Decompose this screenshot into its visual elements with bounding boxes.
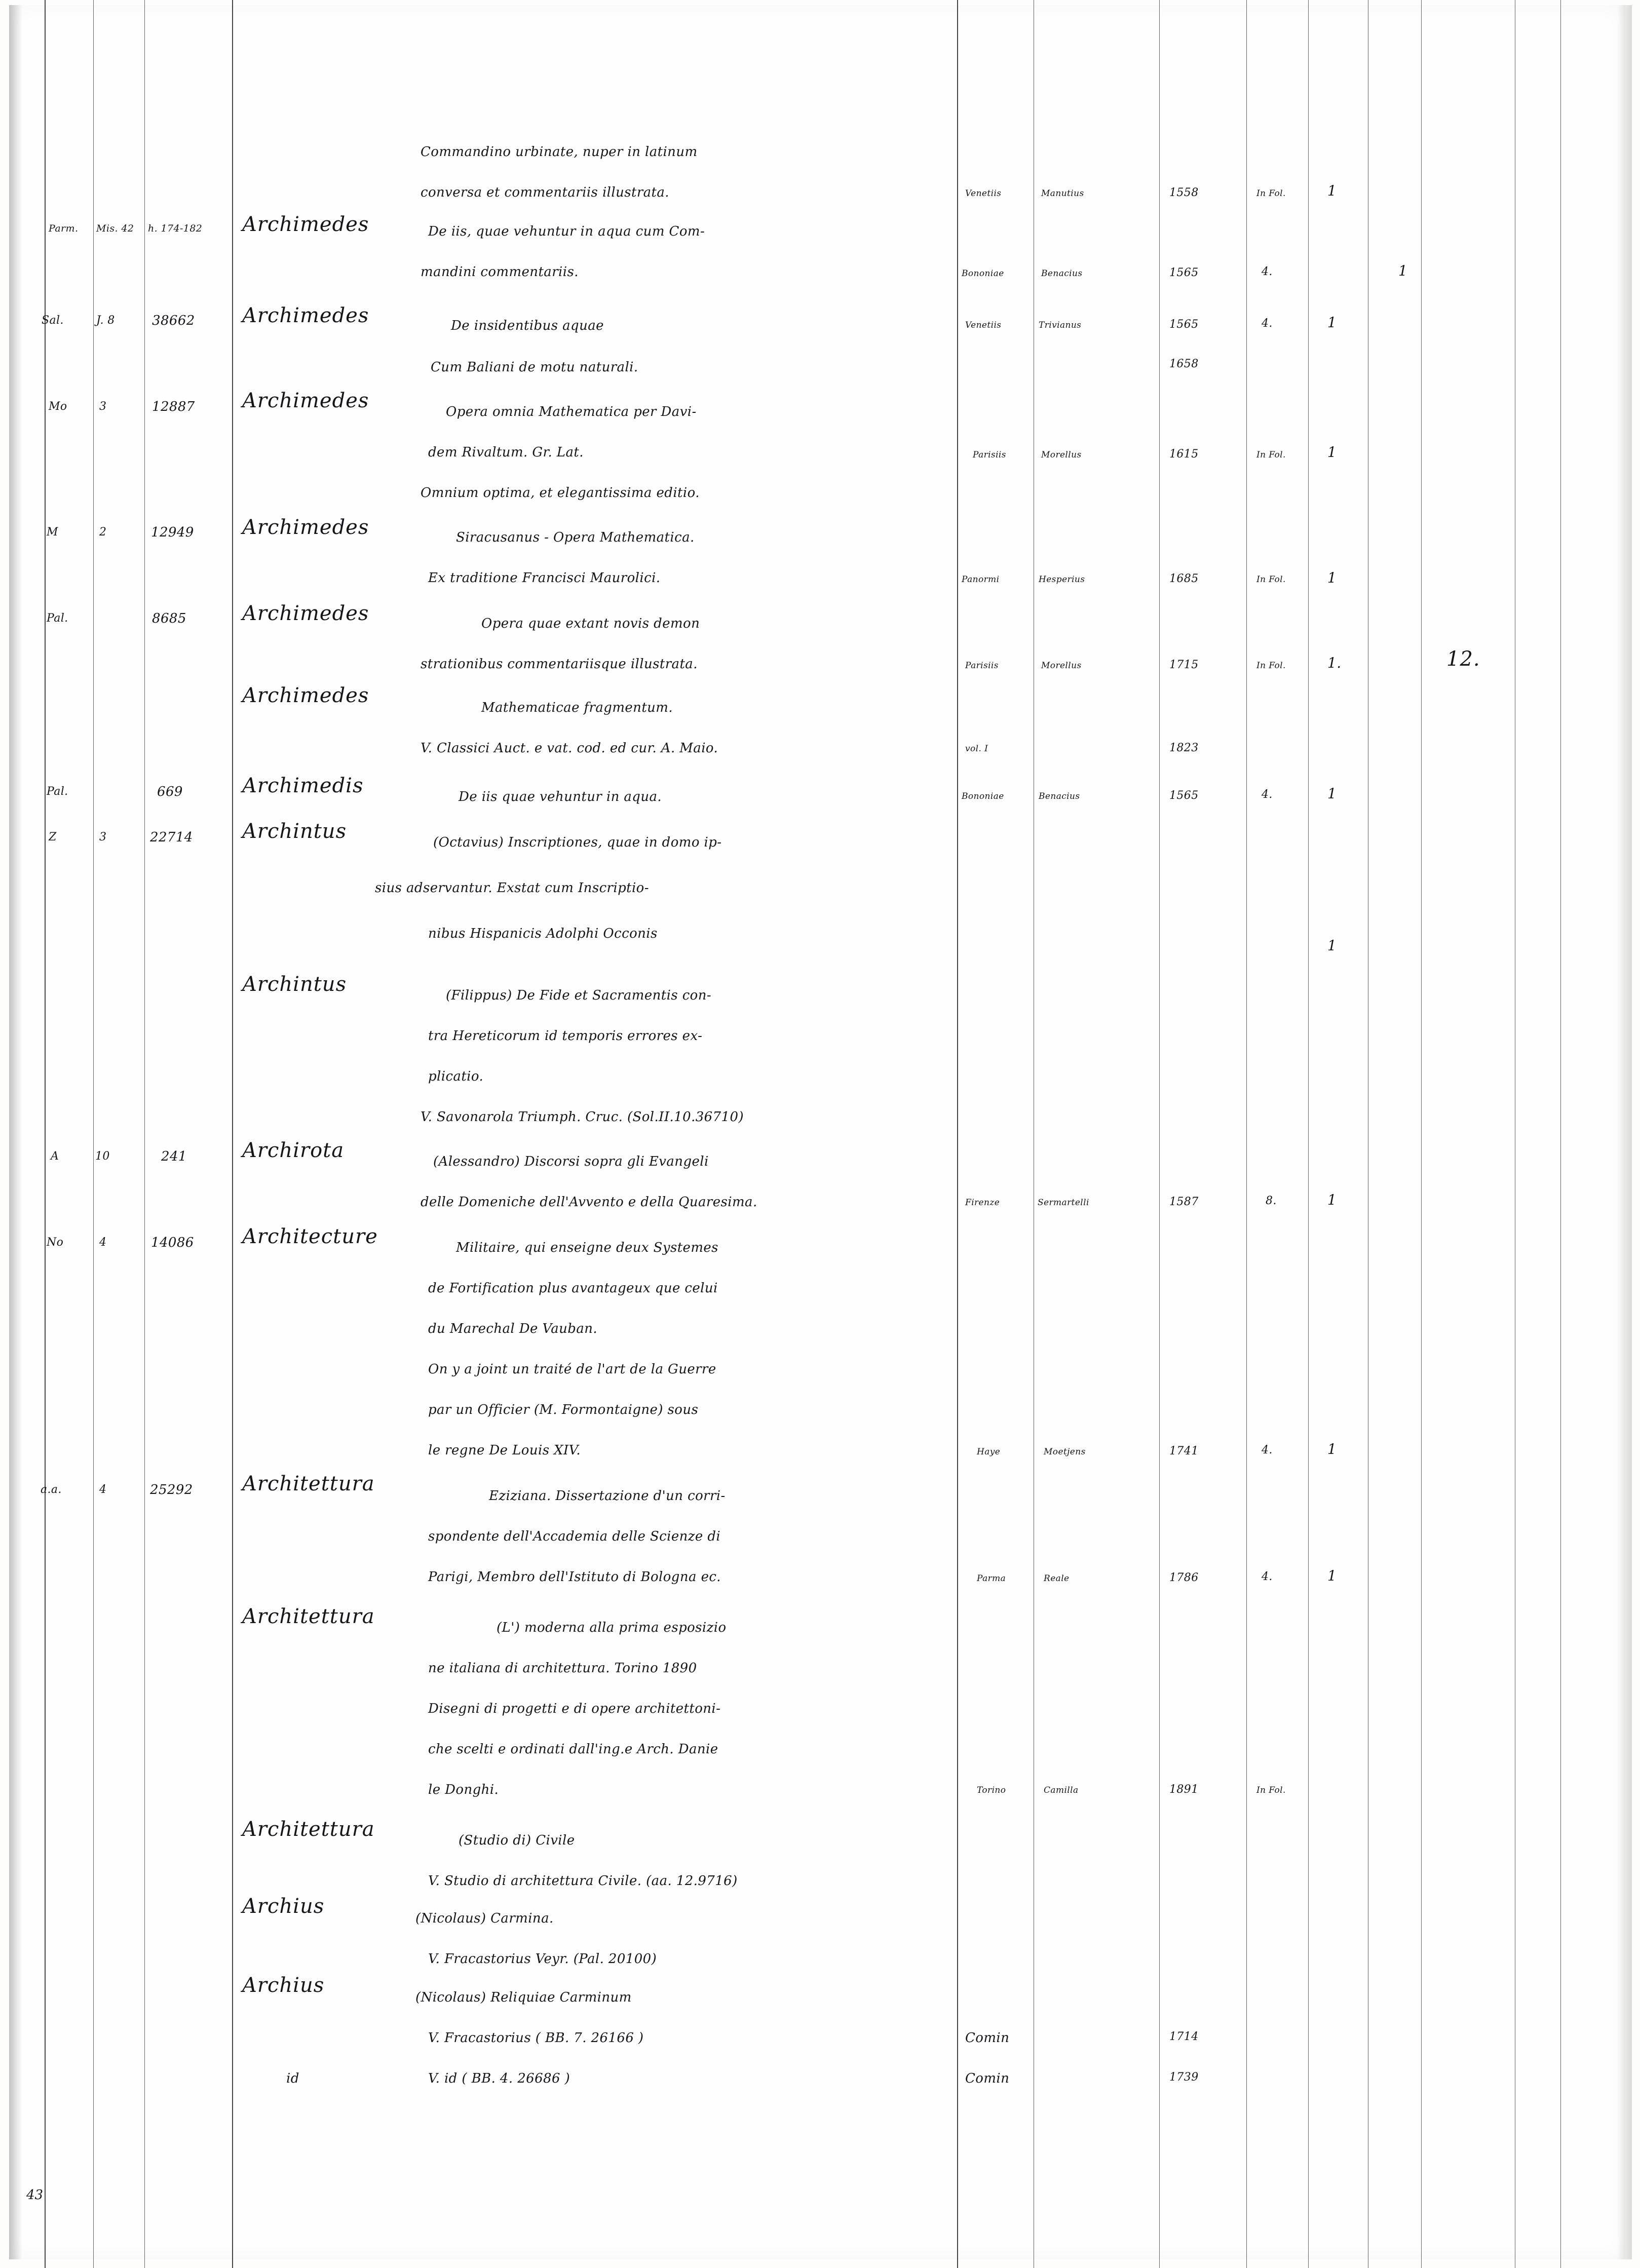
title-line: plicatio. [428,1069,484,1084]
column-rule-2 [93,0,94,2268]
volume-value: 4 [99,1236,107,1249]
copies-value: 1. [1327,655,1342,671]
title-line: V. Fracastorius Veyr. (Pal. 20100) [428,1951,657,1967]
copies-value: 1 [1327,182,1337,199]
year-value: 1739 [1169,2071,1199,2084]
title-line: De insidentibus aquae [451,318,604,333]
entry-continuation-line: conversa et commentariis illustrata. [421,185,669,200]
title-line: du Marechal De Vauban. [428,1321,598,1336]
year-value: 1823 [1169,742,1199,754]
year-value: 1786 [1169,1571,1199,1584]
printer-value: Moetjens [1044,1447,1086,1457]
printer-value: Morellus [1041,661,1082,671]
entry-continuation-line: Commandino urbinate, nuper in latinum [421,144,698,160]
year-value: 1565 [1169,318,1199,331]
inventory-value: 25292 [150,1482,193,1497]
title-line: V. Savonarola Triumph. Cruc. (Sol.II.10.36710) [421,1109,744,1125]
printer-value: Sermartelli [1038,1198,1089,1208]
headword: Archimedes [242,602,369,625]
copies-value: 1 [1327,1441,1337,1457]
title-line: ne italiana di architettura. Torino 1890 [428,1661,697,1676]
volume-value: 4 [99,1483,107,1496]
printer-value: Camilla [1044,1785,1079,1795]
printer-value: Reale [1044,1573,1070,1584]
year-value-2: 1565 [1169,266,1199,279]
title-line: (L') moderna alla prima esposizio [497,1620,727,1635]
copies-value: 1 [1327,569,1337,586]
title-line: De iis quae vehuntur in aqua. [459,789,662,804]
inventory-value: 12949 [151,525,194,540]
headword: Archimedis [242,774,364,797]
volume-value: J. 8 [96,314,115,327]
title-line: delle Domeniche dell'Avvento e della Quaresima. [421,1195,757,1210]
headword: Architecture [242,1225,378,1248]
volume-value: 10 [95,1150,110,1163]
format-value: 4. [1262,788,1273,801]
inventory-value: 14086 [151,1235,194,1250]
year-value: 1587 [1169,1196,1199,1208]
format-value: 8. [1266,1195,1277,1207]
headword: Archintus [242,820,347,843]
column-rule-7 [1159,0,1160,2268]
year-value: 1891 [1169,1783,1199,1796]
format-value: 4. [1262,1570,1273,1583]
headword: Architettura [242,1605,375,1628]
place-value-2: Bononiae [962,268,1004,279]
title-line: V. id ( BB. 4. 26686 ) [428,2071,570,2086]
title-line: V. Studio di architettura Civile. (aa. 12.9716) [428,1873,738,1889]
headword: Archirota [242,1139,345,1162]
year-value: 1565 [1169,789,1199,802]
year-value: 1715 [1169,659,1199,671]
format-value: 4. [1262,317,1273,330]
shelfmark-value: a.a. [41,1483,62,1496]
format-value-2: 4. [1262,265,1273,278]
title-line: (Nicolaus) Carmina. [415,1911,554,1926]
headword: Archimedes [242,389,369,412]
format-value: 4. [1262,1444,1273,1456]
title-line: V. Classici Auct. e vat. cod. ed cur. A. Maio. [421,741,718,756]
shelfmark-value: Pal. [47,785,68,798]
title-line: Militaire, qui enseigne deux Systemes [456,1240,718,1255]
title-line: de Fortification plus avantageux que celui [428,1281,718,1296]
place-value: Firenze [965,1198,1000,1208]
printer-value: Trivianus [1039,320,1082,330]
year-value: 1714 [1169,2030,1199,2043]
volume-value: 2 [99,526,107,539]
volume-value: Mis. 42 [96,223,134,234]
title-line: (Studio di) Civile [459,1833,575,1848]
inventory-value: h. 174-182 [148,223,203,234]
shelfmark-value: A [51,1150,59,1163]
copies-value: 1 [1327,444,1337,460]
column-rule-13 [1560,0,1561,2268]
volume-value: 3 [99,400,107,413]
format-value: In Fol. [1256,188,1286,199]
printer-value-2: Benacius [1041,268,1083,279]
year-value: 1558 [1169,186,1199,199]
inventory-value: 669 [157,784,183,799]
title-line: (Nicolaus) Reliquiae Carminum [415,1990,632,2005]
inventory-value: 8685 [152,611,186,626]
title-line: Parigi, Membro dell'Istituto di Bologna ec. [428,1569,721,1585]
shelfmark-value: Z [49,831,57,843]
shelfmark-value: Pal. [47,612,68,625]
shelfmark-value: Mo [49,400,67,413]
place-value: Comin [965,2071,1010,2086]
title-line: Opera quae extant novis demon [481,616,700,631]
inventory-value: 12887 [152,399,195,414]
title-line: (Alessandro) Discorsi sopra gli Evangeli [433,1154,709,1169]
year-value: 1741 [1169,1445,1199,1457]
volume-value: 3 [99,831,107,843]
inventory-value: 241 [161,1149,187,1164]
shelfmark-value: M [47,526,58,539]
format-value: In Fol. [1256,1785,1286,1795]
copies-value: 1 [1327,1191,1337,1208]
headword: Archimedes [242,213,369,236]
margin-note: 12. [1446,647,1480,671]
headword: Archintus [242,973,347,996]
title-line: (Filippus) De Fide et Sacramentis con- [446,988,712,1003]
title-line: (Octavius) Inscriptiones, quae in domo ip- [433,835,722,850]
title-line: Mathematicae fragmentum. [481,700,673,715]
copies-value: 1 [1327,314,1337,331]
year-value: 1685 [1169,572,1199,585]
printer-value: Hesperius [1039,574,1085,585]
title-line: spondente dell'Accademia delle Scienze di [428,1529,721,1544]
copies-value: 1 [1327,937,1337,954]
inventory-value: 38662 [152,313,195,328]
scan-right-edge-shadow [1617,5,1632,2259]
title-line: Opera omnia Mathematica per Davi- [446,404,697,419]
place-value: Comin [965,2030,1010,2046]
place-value: Bononiae [962,791,1004,801]
format-value: In Fol. [1256,661,1286,671]
shelfmark-value: No [47,1236,64,1249]
place-value: Parisiis [965,661,999,671]
printer-value: Benacius [1039,791,1080,801]
title-line: strationibus commentariisque illustrata. [421,657,698,672]
headword: Archimedes [242,684,369,707]
title-line: On y a joint un traité de l'art de la Guerre [428,1362,716,1377]
place-value: vol. I [965,744,988,754]
format-value: In Fol. [1256,574,1286,585]
headword: Architettura [242,1472,375,1495]
column-rule-11 [1421,0,1422,2268]
title-line: De iis, quae vehuntur in aqua cum Com- [428,224,705,239]
headword: Archius [242,1974,325,1997]
scan-left-edge-shadow [9,5,22,2259]
column-rule-1 [45,0,46,2268]
place-value: Parisiis [973,450,1006,460]
title-line: mandini commentariis. [421,264,579,280]
column-rule-3 [144,0,145,2268]
title-line: par un Officier (M. Formontaigne) sous [428,1402,699,1417]
copies-value: 1 [1327,1567,1337,1584]
copies-value-2: 1 [1398,262,1408,279]
title-line: Siracusanus - Opera Mathematica. [456,530,695,545]
headword: Archimedes [242,304,369,327]
printer-value: Manutius [1041,188,1084,199]
column-rule-4 [232,0,233,2268]
format-value: In Fol. [1256,450,1286,460]
place-value: Torino [977,1785,1006,1795]
headword: Archius [242,1895,325,1918]
title-line: V. Fracastorius ( BB. 7. 26166 ) [428,2030,644,2046]
shelfmark-value: Sal. [42,314,64,327]
place-value: Parma [977,1573,1006,1584]
title-line: Eziziana. Dissertazione d'un corri- [489,1488,726,1504]
place-value: Panormi [962,574,1000,585]
column-rule-9 [1308,0,1309,2268]
copies-value: 1 [1327,785,1337,802]
place-value: Venetiis [965,188,1002,199]
title-line: tra Hereticorum id temporis errores ex- [428,1028,703,1044]
title-line: che scelti e ordinati dall'ing.e Arch. Danie [428,1742,718,1757]
year-value: 1615 [1169,448,1199,460]
headword: Architettura [242,1818,375,1841]
place-value: Venetiis [965,320,1002,330]
title-line: dem Rivaltum. Gr. Lat. [428,445,584,460]
title-line: Cum Baliani de motu naturali. [431,360,638,375]
printer-value: Morellus [1041,450,1082,460]
year-value-2: 1658 [1169,358,1199,370]
title-line: nibus Hispanicis Adolphi Occonis [428,926,658,941]
title-line: Disegni di progetti e di opere architettoni- [428,1701,721,1716]
headword: id [286,2071,299,2086]
title-line: Ex traditione Francisci Maurolici. [428,570,661,586]
shelfmark-value: Parm. [49,223,79,234]
title-line: sius adservantur. Exstat cum Inscriptio- [375,880,649,896]
place-value: Haye [977,1447,1001,1457]
scan-surface [9,5,1625,2259]
column-rule-5 [957,0,958,2268]
folio-number: 43 [26,2187,44,2203]
title-line: le Donghi. [428,1782,499,1797]
title-line: le regne De Louis XIV. [428,1443,581,1458]
inventory-value: 22714 [150,830,193,845]
column-rule-8 [1246,0,1247,2268]
title-line: Omnium optima, et elegantissima editio. [421,485,700,501]
headword: Archimedes [242,516,369,539]
